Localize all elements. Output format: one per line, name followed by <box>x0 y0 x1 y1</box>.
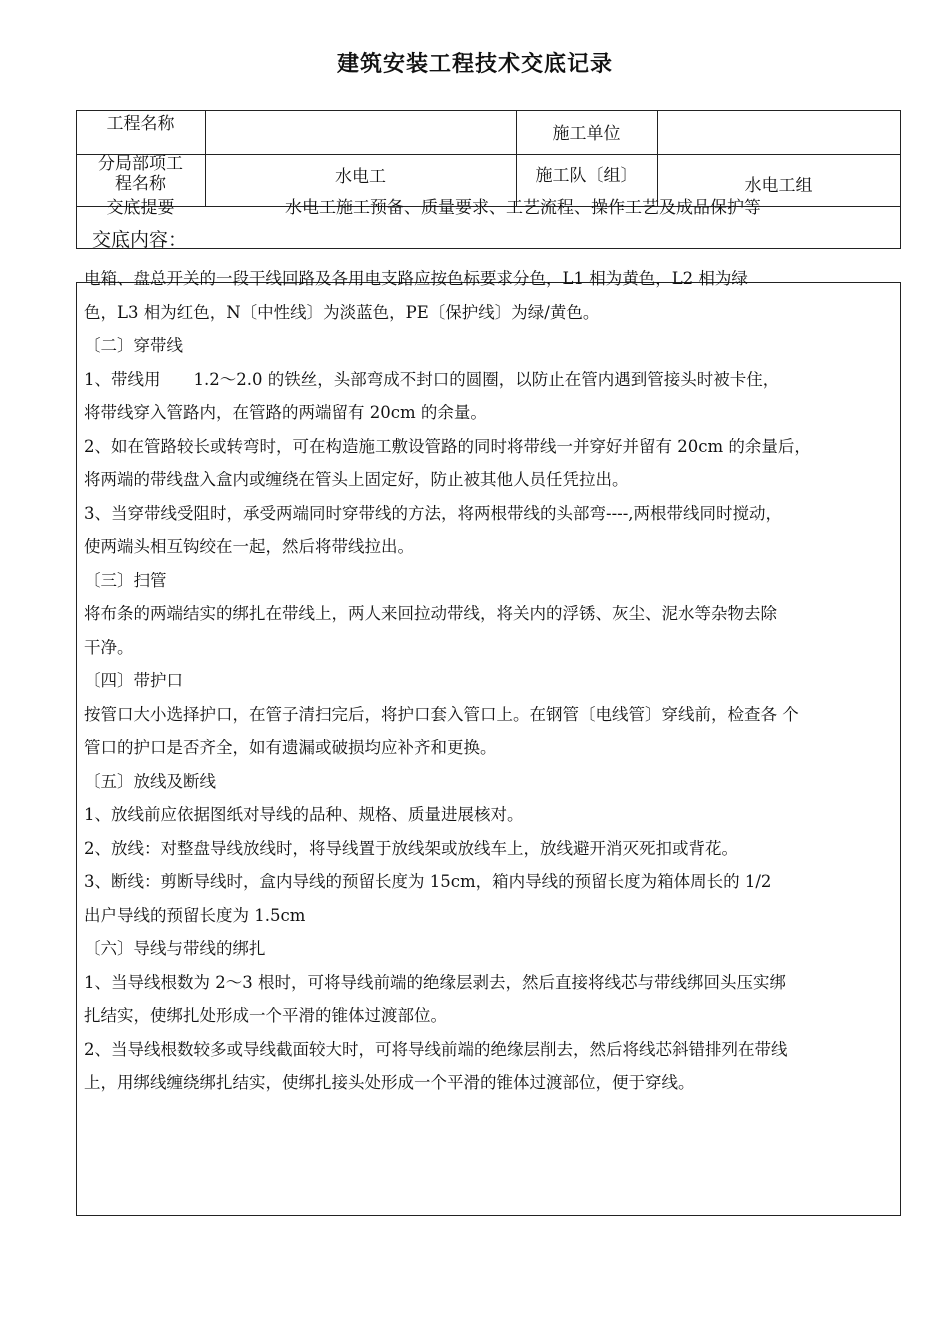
content-line: 色，L3 相为红色，N〔中性线〕为淡蓝色，PE〔保护线〕为绿/黄色。 <box>84 302 600 322</box>
content-line: 管口的护口是否齐全，如有遗漏或破损均应补齐和更换。 <box>84 738 497 757</box>
table-row-divider <box>76 248 901 249</box>
page-title: 建筑安装工程技术交底记录 <box>336 52 613 77</box>
sub-project-label-line1: 分局部项工 <box>98 154 183 174</box>
content-line: 上，用绑线缠绕绑扎结实，使绑扎接头处形成一个平滑的锥体过渡部位，便于穿线。 <box>84 1073 695 1092</box>
content-box-bottom <box>76 1215 901 1216</box>
team-value: 水电工组 <box>744 176 813 196</box>
content-line: 出户导线的预留长度为 1.5cm <box>84 905 306 925</box>
table-border-right <box>900 110 901 248</box>
content-box-left <box>76 282 77 1215</box>
content-line: 电箱、盘总开关的一段干线回路及各用电支路应按色标要求分色，L1 相为黄色，L2 相为绿 <box>84 269 748 288</box>
content-line: 3、当穿带线受阻时，承受两端同时穿带线的方法，将两根带线的头部弯----,两根带线同时搅动， <box>84 503 783 523</box>
team-label: 施工队〔组〕 <box>535 166 638 186</box>
content-line: 1、当导线根数为 2～3 根时，可将导线前端的绝缘层剥去，然后直接将线芯与带线绑回头压实绑 <box>84 972 786 992</box>
content-line: 使两端头相互钩绞在一起，然后将带线拉出。 <box>84 537 414 556</box>
section-heading: 〔六〕导线与带线的绑扎 <box>84 939 266 958</box>
content-line: 按管口大小选择护口，在管子清扫完后，将护口套入管口上。在钢管〔电线管〕穿线前，检查各 个 <box>84 704 799 724</box>
summary-value: 水电工施工预备、质量要求、工艺流程、操作工艺及成品保护等 <box>285 198 761 218</box>
content-line: 2、当导线根数较多或导线截面较大时，可将导线前端的绝缘层削去，然后将线芯斜错排列在带线 <box>84 1039 788 1059</box>
project-name-label: 工程名称 <box>106 114 175 134</box>
content-box-right <box>900 282 901 1215</box>
sub-project-label-line2: 程名称 <box>115 174 166 194</box>
summary-label: 交底提要 <box>106 198 175 218</box>
content-line: 将带线穿入管路内，在管路的两端留有 20cm 的余量。 <box>84 403 487 422</box>
construction-unit-label: 施工单位 <box>552 124 621 144</box>
table-border-top <box>76 110 901 111</box>
content-line: 将两端的带线盘入盒内或缠绕在管头上固定好，防止被其他人员任凭拉出。 <box>84 470 629 489</box>
content-line: 3、断线：剪断导线时，盒内导线的预留长度为 15cm，箱内导线的预留长度为箱体周长的 1/2 <box>84 872 772 891</box>
section-heading: 〔三〕扫管 <box>84 570 167 590</box>
sub-project-value: 水电工 <box>335 167 386 187</box>
section-heading: 〔二〕穿带线 <box>84 336 183 355</box>
content-line: 2、如在管路较长或转弯时，可在构造施工敷设管路的同时将带线一并穿好并留有 20cm 的余量后， <box>84 436 811 456</box>
content-line: 干净。 <box>84 637 134 657</box>
content-line: 扎结实，使绑扎处形成一个平滑的锥体过渡部位。 <box>84 1006 447 1025</box>
content-line: 将布条的两端结实的绑扎在带线上，两人来回拉动带线，将关内的浮锈、灰尘、泥水等杂物去除 <box>84 604 777 623</box>
technical-content <box>84 262 896 1100</box>
content-line: 1、带线用 1.2～2.0 的铁丝，头部弯成不封口的圆圈，以防止在管内遇到管接头时被卡住， <box>84 369 780 389</box>
section-heading: 〔四〕带护口 <box>84 671 183 690</box>
section-heading: 〔五〕放线及断线 <box>84 771 216 791</box>
content-label: 交底内容： <box>92 229 188 251</box>
table-col-divider <box>205 110 206 206</box>
content-line: 2、放线：对整盘导线放线时，将导线置于放线架或放线车上，放线避开消灭死扣或背花。 <box>84 838 738 858</box>
content-line: 1、放线前应依据图纸对导线的品种、规格、质量进展核对。 <box>84 805 524 824</box>
